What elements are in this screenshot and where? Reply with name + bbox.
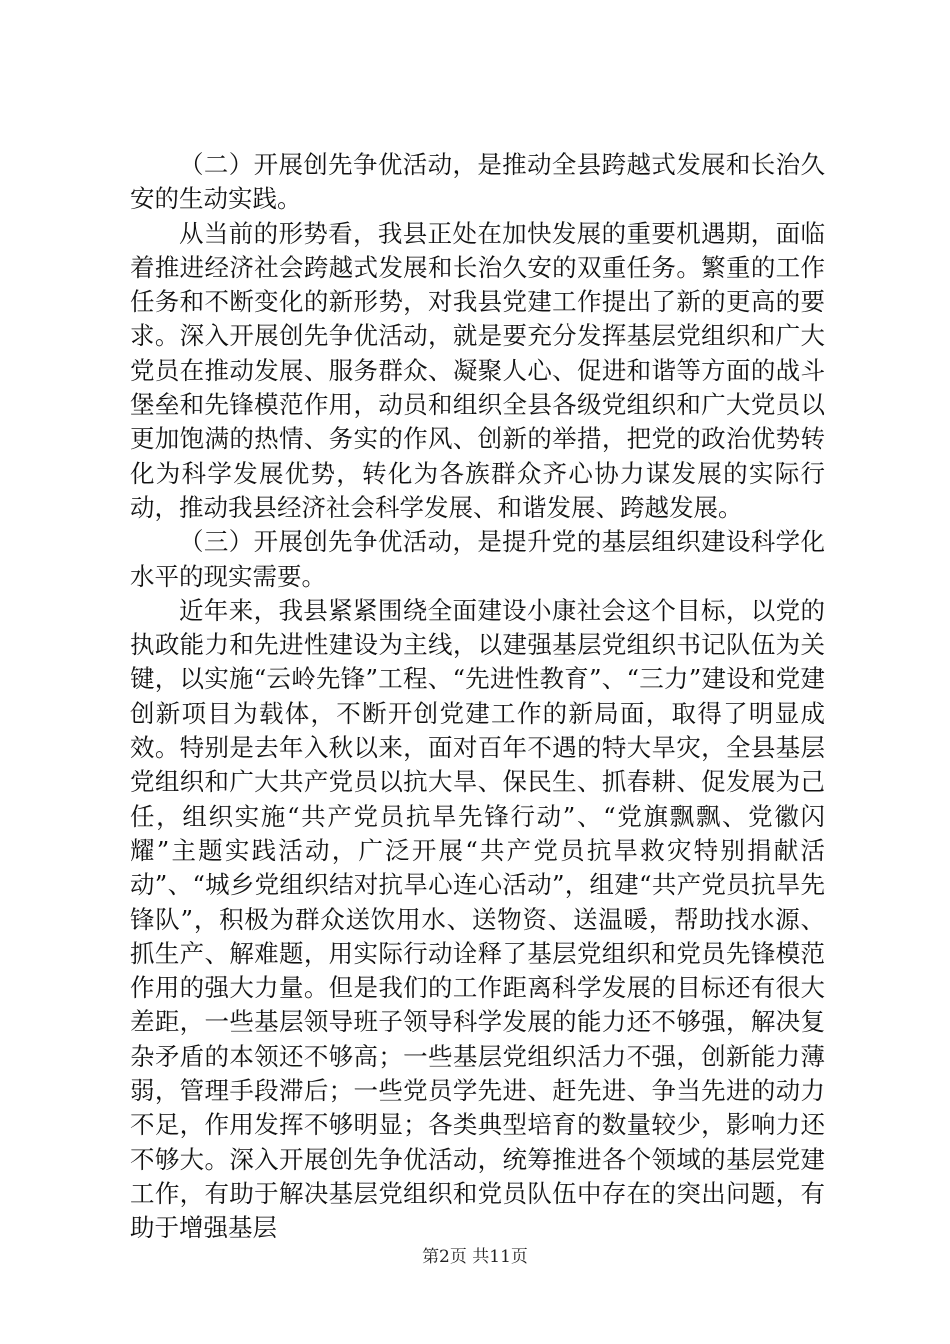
paragraph: 从当前的形势看，我县正处在加快发展的重要机遇期，面临着推进经济社会跨越式发展和长治久安的双重任务。繁重的工作任务和不断变化的新形势，对我县党建工作提出了新的更高的要求。深入开展创先争优活动，就是要充分发挥基层党组织和广大党员在推动发展、服务群众、凝聚人心、促进和谐等方面的战斗堡垒和先锋模范作用，动员和组织全县各级党组织和广大党员以更加饱满的热情、务实的作风、创新的举措，把党的政治优势转化为科学发展优势，转化为各族群众齐心协力谋发展的实际行动，推动我县经济社会科学发展、和谐发展、跨越发展。 (130, 218, 825, 522)
page-number: 第2页 共11页 (422, 1247, 528, 1267)
paragraph: 近年来，我县紧紧围绕全面建设小康社会这个目标，以党的执政能力和先进性建设为主线，以建强基层党组织书记队伍为关键，以实施“云岭先锋”工程、“先进性教育”、“三力”建设和党建创新项目为载体，不断开创党建工作的新局面，取得了明显成效。特别是去年入秋以来，面对百年不遇的特大旱灾，全县基层党组织和广大共产党员以抗大旱、保民生、抓春耕、促发展为己任，组织实施“共产党员抗旱先锋行动”、“党旗飘飘、党徽闪耀”主题实践活动，广泛开展“共产党员抗旱救灾特别捐献活动”、“城乡党组织结对抗旱心连心活动”，组建“共产党员抗旱先锋队”，积极为群众送饮用水、送物资、送温暖，帮助找水源、抓生产、解难题，用实际行动诠释了基层党组织和党员先锋模范作用的强大力量。但是我们的工作距离科学发展的目标还有很大差距，一些基层领导班子领导科学发展的能力还不够强，解决复杂矛盾的本领还不够高；一些基层党组织活力不强，创新能力薄弱，管理手段滞后；一些党员学先进、赶先进、争当先进的动力不足，作用发挥不够明显；各类典型培育的数量较少，影响力还不够大。深入开展创先争优活动，统筹推进各个领域的基层党建工作，有助于解决基层党组织和党员队伍中存在的突出问题，有助于增强基层 (130, 595, 825, 1243)
page-footer (0, 1242, 950, 1267)
document-body (130, 148, 825, 1246)
section-heading-3: （三）开展创先争优活动，是提升党的基层组织建设科学化水平的现实需要。 (130, 527, 825, 591)
section-heading-2: （二）开展创先争优活动，是推动全县跨越式发展和长治久安的生动实践。 (130, 150, 825, 214)
